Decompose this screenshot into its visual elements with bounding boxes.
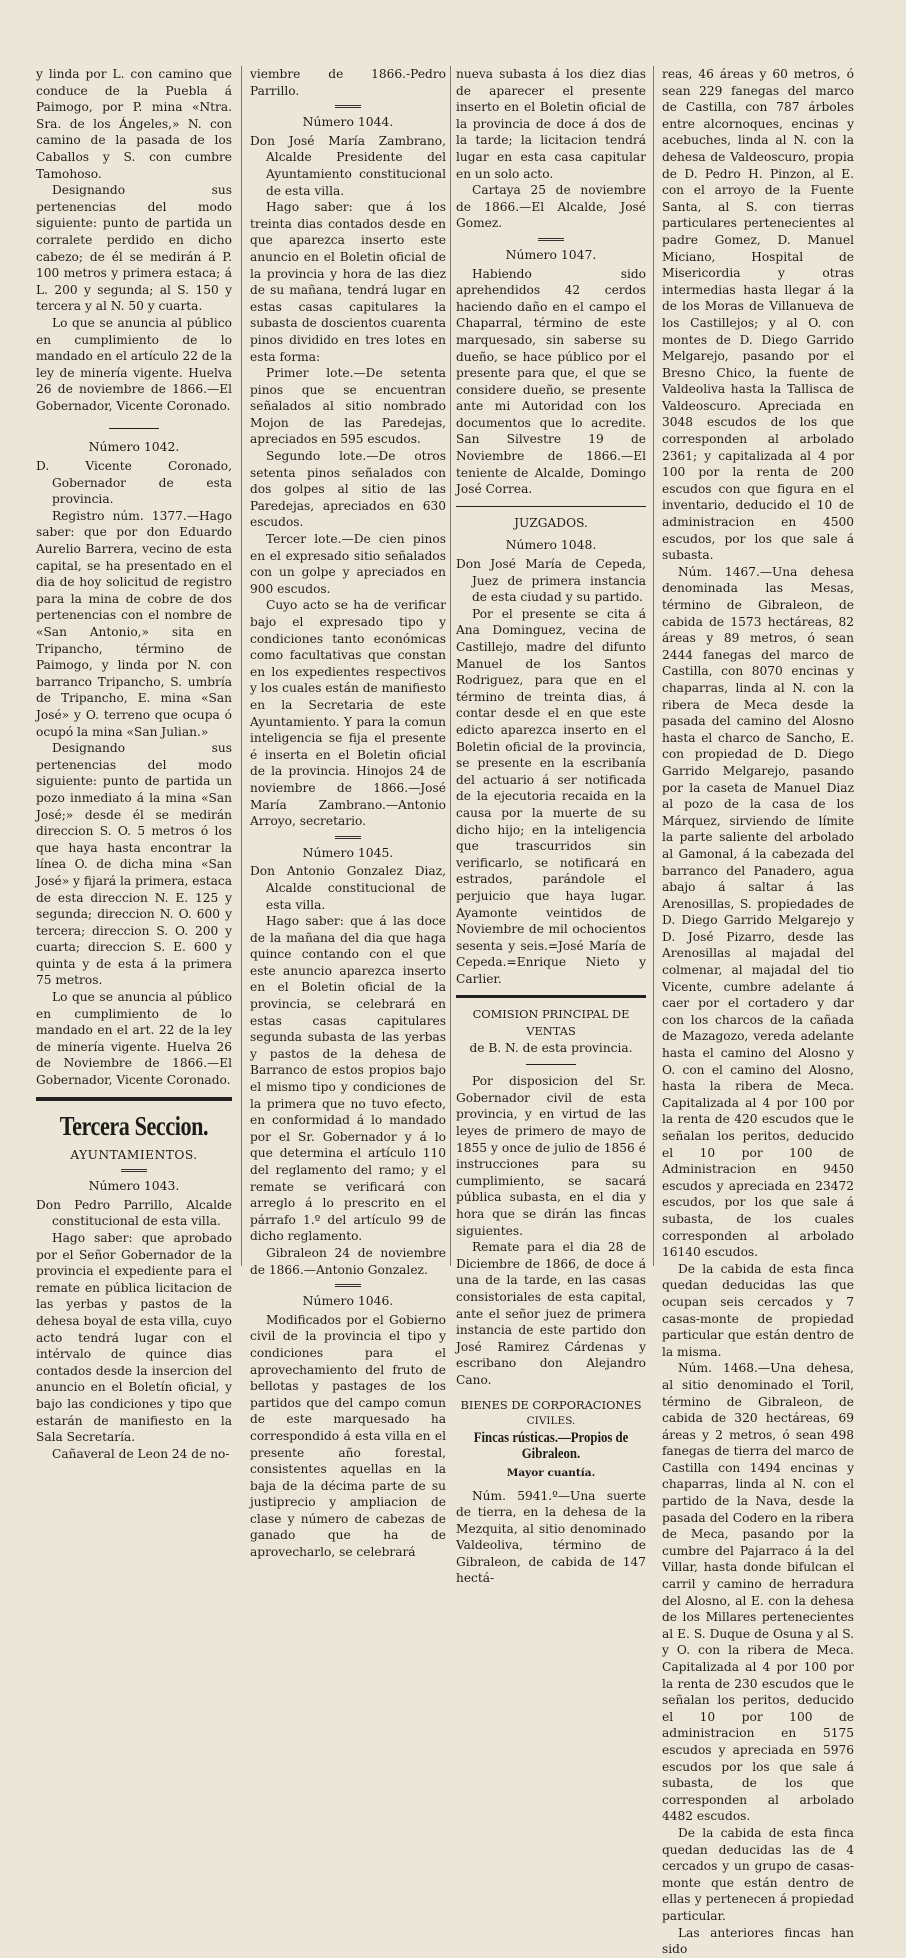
notice-number: Número 1044. — [302, 114, 394, 130]
separator-rule — [335, 836, 361, 839]
notice-number: Número 1045. — [302, 844, 394, 860]
notice-heading: Don José María de Cepeda, Juez de primera instancia de esta ciudad y su partido. — [456, 557, 646, 605]
paragraph: Hago saber: que á las doce de la mañana del dia que haga quince contando con el que este anuncio aparezca inserto en el Boletin oficial de la provincia, se celebrará en estas casas capitulares segunda subasta de las yerbas y pastos de la dehesa de Barranco de estos propios bajo el mismo tipo y condiciones de la primera que no tuvo efecto, en conformidad á lo mandado por el Sr. Gobernador y á lo que determina el artículo 110 del reglamento del ramo; y el remate se verificará con arreglo á lo prescrito en el párrafo 1.º del artículo 99 de dicho reglamento. — [250, 914, 446, 1244]
paragraph: Por el presente se cita á Ana Dominguez, vecina de Castillejo, madre del difunto Manuel de los Santos Rodriguez, para que en el término de treinta dias, á contar desde el en que este edicto aparezca inserto en el Boletin oficial de la provincia, se presente en la escribanía del actuario á ser notificada de la ejecutoria recaida en la causa por la muerte de su dicho hijo; en la inteligencia que trascurridos sin verificarlo, se notificará en estrados, parándole el perjuicio que haya lugar. Ayamonte veintidos de Noviembre de mil ochocientos sesenta y seis.=José María de Cepeda.=Enrique Nieto y Carlier. — [456, 606, 646, 986]
column-divider — [450, 66, 451, 1266]
paragraph: Núm. 1467.—Una dehesa denominada las Mesas, término de Gibraleon, de cabida de 1573 hectáreas, 82 áreas y 89 metros, ó sean 2444 fanegas del marco de Castilla, con 8070 encinas y chaparras, linda al N. con la ribera de Meca desde la pasada del camino del Alosno hasta el charco de Sancho, E. con propiedad de D. Diego Garrido Melgarejo, pasando por la caseta de Manuel Diaz al pozo de la casa de los Márquez, sirviendo de límite la parte saliente del arbolado al Gamonal, á la cabezada del barranco del Panadero, agua abajo á saltar á las Arenosillas, S. propiedades de D. Diego Garrido Melgarejo y D. José Pizarro, desde las Arenosillas al majadal del colmenar, al majadal del tio Vicente, cumbre adelante á caer por el cortadero y dar con los charcos de la cañada de Mazagozo, vereda adelante hasta el camino del Alosno y O. con el camino del Alosno, hasta la ribera de Meca. Capitalizada al 4 por 100 por la renta de 420 escudos que le señalan los peritos, deducido el 10 por 100 de Administracion en 9450 escudos y apreciada en 23472 escudos, por los que sale á subasta, de los cuales corresponden al arbolado 16140 escudos. — [662, 564, 854, 1260]
paragraph: Habiendo sido aprehendidos 42 cerdos haciendo daño en el campo el Chaparral, término de este marquesado, sin saberse su dueño, se hace público por el presente para que, el que se considere dueño, se presente ante mi Autoridad con los documentos que lo acredite. San Silvestre 19 de Noviembre de 1866.—El teniente de Alcalde, Domingo José Correa. — [456, 266, 646, 497]
section-subtitle: AYUNTAMIENTOS. — [70, 1147, 198, 1162]
paragraph: Modificados por el Gobierno civil de la provincia el tipo y condiciones para el aprovechamiento del fruto de bellotas y pastages de los partidos que del campo comun de este marquesado ha correspondido á esta villa en el presente año forestal, consistentes aquellas en la baja de la décima parte de su justiprecio y ampliacion de clase y número de cabezas de ganado que ha de aprovecharlo, se celebrará — [250, 1312, 446, 1560]
paragraph: y linda por L. con camino que conduce de la Puebla á Paimogo, por P. mina «Ntra. Sra. de los Ángeles,» N. con camino de la pasada de los Caballos y S. con cumbre Tamohoso. — [36, 67, 232, 181]
paragraph: Primer lote.—De setenta pinos que se encuentran señalados al sitio nombrado Mojon de las Paredejas, apreciados en 595 escudos. — [250, 366, 446, 447]
notice-heading: Don Pedro Parrillo, Alcalde constitucional de esta villa. — [36, 1197, 232, 1229]
notice-number: Número 1047. — [505, 246, 597, 262]
notice-heading: Don José María Zambrano, Alcalde Presidente del Ayuntamiento constitucional de esta villa. — [250, 133, 446, 198]
paragraph: nueva subasta á los diez dias de aparecer el presente inserto en el Boletin oficial de la provincia de doce á dos de la tarde; la licitacion tendrá lugar en esta casa capitular en un solo acto. — [456, 67, 646, 181]
paragraph: reas, 46 áreas y 60 metros, ó sean 229 fanegas del marco de Castilla, con 787 árboles entre alcornoques, encinas y acebuches, linda al N. con la dehesa de Valdeoscuro, propia de D. Pedro H. Pinzon, al E. con el arroyo de la Fuente Santa, al S. con tierras particulares pertenecientes al padre Gomez, D. Manuel Miciano, Hospital de Misericordia y otras intermedias hasta llegar á la de los Moras de Villanueva de los Castillejos; y al O. con montes de D. Diego Garrido Melgarejo, pasando por el Bresno Chico, la fuente de Valdeoliva hasta la Tallisca de Valdeoscuro. Apreciada en 3048 escudos de los que corresponden al arbolado 2361; y capitalizada al 4 por 100 por la renta de 200 escudos con que figura en el inventario, deducido el 10 de administracion en 4500 escudos, por los que sale á subasta. — [662, 67, 854, 563]
section-subtitle: Mayor cuantía. — [506, 1466, 596, 1479]
column-1 — [36, 66, 232, 1461]
section-subtitle: COMISION PRINCIPAL DE VENTAS — [472, 1007, 630, 1039]
notice-number: Número 1043. — [88, 1178, 180, 1194]
section-title: Tercera Seccion. — [59, 1110, 209, 1141]
paragraph: Núm. 5941.º—Una suerte de tierra, en la dehesa de la Mezquita, al sitio denominado Valdeoliva, término de Gibraleon, de cabida de 147 hectá- — [456, 1488, 646, 1586]
column-4 — [662, 66, 854, 1957]
column-2 — [250, 66, 446, 1560]
column-divider — [241, 66, 242, 1266]
section-rule — [456, 995, 646, 998]
paragraph: Lo que se anuncia al público en cumplimiento de lo mandado en el art. 22 de la ley de minería vigente. Huelva 26 de Noviembre de 1866.—El Gobernador, Vicente Coronado. — [36, 990, 232, 1088]
column-3 — [456, 66, 646, 1586]
paragraph: Gibraleon 24 de noviembre de 1866.—Antonio Gonzalez. — [250, 1245, 446, 1277]
notice-heading: D. Vicente Coronado, Gobernador de esta provincia. — [36, 459, 232, 507]
paragraph: Tercer lote.—De cien pinos en el expresado sitio señalados con un golpe y apreciados en 900 escudos. — [250, 532, 446, 596]
section-subtitle: de B. N. de esta provincia. — [469, 1040, 633, 1055]
paragraph: Hago saber: que aprobado por el Señor Gobernador de la provincia el expediente para el remate en pública licitacion de las yerbas y pastos de la dehesa boyal de esta villa, cuyo acto tendrá lugar con el intérvalo de quince dias contados desde la insercion del anuncio en el Boletín oficial, y bajo las condiciones y tipo que estarán de manifiesto en la Sala Secretaría. — [36, 1231, 232, 1445]
separator-rule — [109, 428, 159, 429]
paragraph: Cañaveral de Leon 24 de no- — [52, 1446, 230, 1461]
separator-rule — [538, 238, 564, 241]
section-rule — [456, 506, 646, 507]
paragraph: Núm. 1468.—Una dehesa, al sitio denominado el Toril, término de Gibraleon, de cabida de 320 hectáreas, 69 áreas y 2 metros, ó sean 498 fanegas de tierra del marco de Castilla con 1494 encinas y chaparras, linda al N. con el partido de la Nava, desde la pasada del Codero en la ribera de Meca, pasando por la cumbre del Pajarraco á la del Villar, hasta donde bifulcan el carril y camino de herradura del Alosno, al E. con la dehesa de los Millares pertenecientes al E. S. Duque de Osuna y al S. y O. con la ribera de Meca. Capitalizada al 4 por 100 por la renta de 230 escudos que le señalan los peritos, deducido el 10 por 100 de administracion en 5175 escudos y apreciada en 5976 escudos por los que sale á subasta, de los que corresponden al arbolado 4482 escudos. — [662, 1361, 854, 1824]
section-subtitle: BIENES DE CORPORACIONES — [460, 1397, 642, 1412]
paragraph: Lo que se anuncia al público en cumplimiento de lo mandado en el artículo 22 de la ley de minería vigente. Huelva 26 de noviembre de 1866.—El Gobernador, Vicente Coronado. — [36, 315, 232, 413]
paragraph: Cartaya 25 de noviembre de 1866.—El Alcalde, José Gomez. — [456, 183, 646, 231]
paragraph: Cuyo acto se ha de verificar bajo el expresado tipo y condiciones tanto económicas como facultativas que constan en los expedientes respectivos y los cuales están de manifiesto en la Secretaria de este Ayuntamiento. Y para la comun inteligencia se fija el presente é inserta en el Boletin oficial de la provincia. Hinojos 24 de noviembre de 1866.—José María Zambrano.—Antonio Arroyo, secretario. — [250, 598, 446, 829]
paragraph: Por disposicion del Sr. Gobernador civil de esta provincia, y en virtud de las leyes de primero de mayo de 1855 y once de julio de 1856 é instrucciones para su cumplimiento, se sacará pública subasta, en el dia y hora que se dirán las fincas siguientes. — [456, 1074, 646, 1238]
separator-rule — [335, 1284, 361, 1287]
notice-number: Número 1042. — [88, 439, 180, 455]
notice-number: Número 1046. — [302, 1293, 394, 1309]
section-subtitle: JUZGADOS. — [514, 515, 588, 530]
paragraph: Las anteriores fincas han sido — [662, 1925, 854, 1957]
notice-number: Número 1048. — [505, 537, 597, 553]
paragraph: Registro núm. 1377.—Hago saber: que por don Eduardo Aurelio Barrera, vecino de esta capital, se ha presentado en el dia de hoy solicitud de registro para la mina de cobre de dos pertenencias con el nombre de «San Antonio,» sita en Tripancho, término de Paimogo, y linda por N. con barranco Tripancho, S. umbría de Tripancho, E. mina «San José» y O. terreno que ocupa ó ocupó la mina «San Julian.» — [36, 508, 232, 739]
notice-heading: Don Antonio Gonzalez Diaz, Alcalde constitucional de esta villa. — [250, 864, 446, 912]
paragraph: De la cabida de esta finca quedan deducidas las que ocupan seis cercados y 7 casas-monte de propiedad particular que están dentro de la misma. — [662, 1261, 854, 1359]
separator-rule — [335, 105, 361, 108]
section-rule — [36, 1097, 232, 1101]
section-subtitle: CIVILES. — [526, 1415, 576, 1428]
paragraph: Designando sus pertenencias del modo siguiente: punto de partida un corralete perdido en dicho cabezo; de él se medirán á P. 100 metros y primera estaca; á L. 200 y segunda; al S. 150 y tercera y al N. 50 y cuarta. — [36, 183, 232, 314]
paragraph: Segundo lote.—De otros setenta pinos señalados con dos golpes al sitio de las Paredejas, apreciados en 630 escudos. — [250, 449, 446, 530]
separator-rule — [121, 1169, 147, 1172]
paragraph: Remate para el dia 28 de Diciembre de 1866, de doce á una de la tarde, en las casas consistoriales de esta capital, ante el señor juez de primera instancia de este partido don José Ramirez Cárdenas y escribano don Alejandro Cano. — [456, 1240, 646, 1387]
paragraph: Designando sus pertenencias del modo siguiente: punto de partida un pozo inmediato á la mina «San José;» desde él se medirán direccion S. O. 5 metros ó los que haya hasta encontrar la línea O. de dicha mina «San José» y fijará la primera, estaca de esta direccion N. E. 125 y segunda; direccion N. O. 600 y tercera; direccion S. O. 200 y cuarta; direccion S. E. 600 y quinta y de esta á la primera 75 metros. — [36, 741, 232, 988]
paragraph: Hago saber: que á los treinta dias contados desde en que aparezca inserto este anuncio en el Boletin oficial de la provincia y hora de las diez de su mañana, tendrá lugar en estas casas capitulares la subasta de doscientos cuarenta pinos dividido en tres lotes en esta forma: — [250, 200, 446, 364]
paragraph: De la cabida de esta finca quedan deducidas las de 4 cercados y un grupo de casas-monte que están dentro de ellas y pertenecen á propiedad particular. — [662, 1825, 854, 1923]
separator-rule — [526, 1064, 576, 1065]
column-divider — [653, 66, 654, 1266]
section-subtitle: Fincas rústicas.—Propios de Gibraleon. — [473, 1429, 629, 1463]
paragraph: viembre de 1866.-Pedro Parrillo. — [250, 67, 446, 98]
